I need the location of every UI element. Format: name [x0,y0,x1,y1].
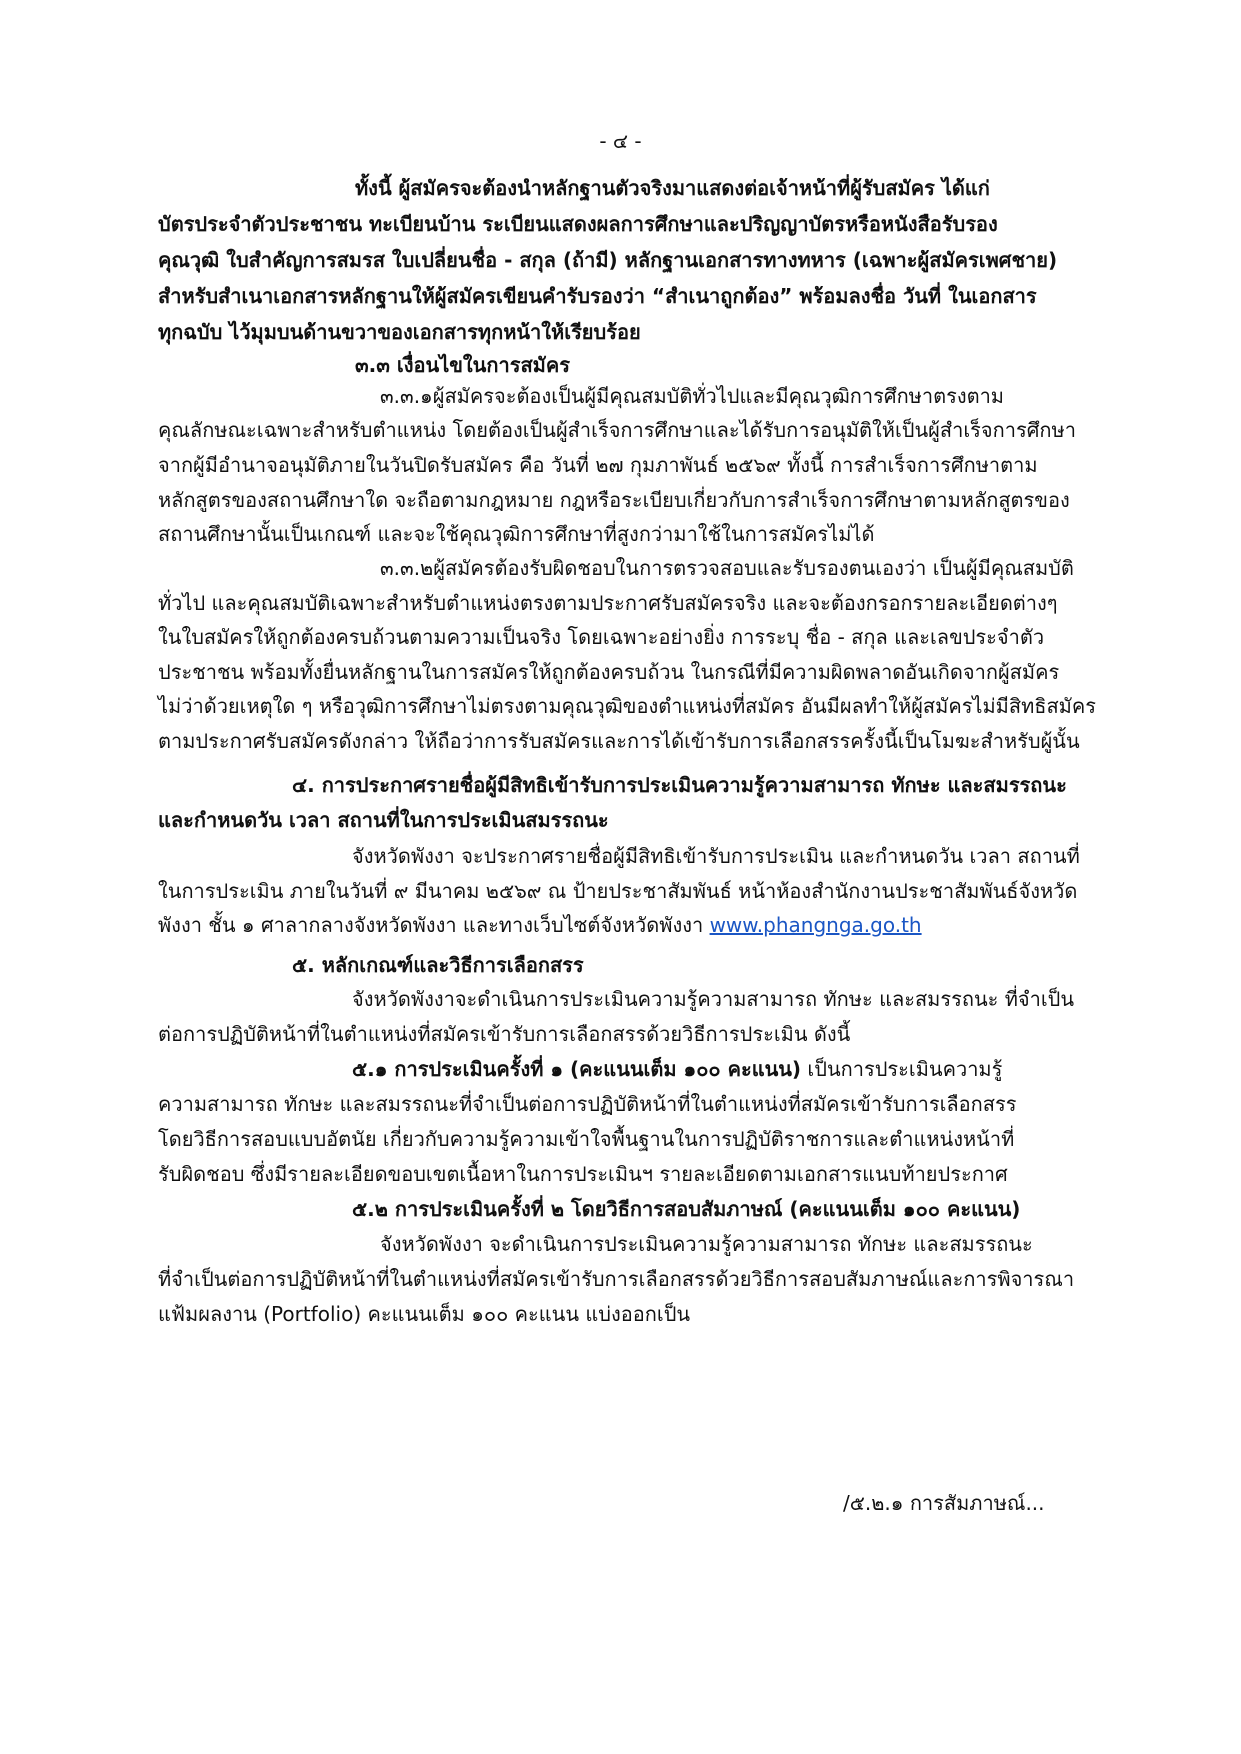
section-3-3-2-line: ทั่วไป และคุณสมบัติเฉพาะสำหรับตำแหน่งตรงตามประกาศรับสมัครจริง และจะต้องกรอกรายละเอียดต่างๆ [158,591,1058,615]
section-5-2-line: ที่จำเป็นต่อการปฏิบัติหน้าที่ในตำแหน่งที่สมัครเข้ารับการเลือกสรรด้วยวิธีการสอบสัมภาษณ์และการพิจารณา [158,1267,1075,1291]
section-5-heading: ๕. หลักเกณฑ์และวิธีการเลือกสรร [292,953,584,977]
section-4-line: ในการประเมิน ภายในวันที่ ๙ มีนาคม ๒๕๖๙ ณ ป้ายประชาสัมพันธ์ หน้าห้องสำนักงานประชาสัมพันธ์จังหวัด [158,879,1078,903]
section-5-2-line: แฟ้มผลงาน (Portfolio) คะแนนเต็ม ๑๐๐ คะแนน แบ่งออกเป็น [158,1302,691,1326]
continuation-marker: /๕.๒.๑ การสัมภาษณ์... [843,1491,1045,1515]
section-5-2-heading: ๕.๒ การประเมินครั้งที่ ๒ โดยวิธีการสอบสัมภาษณ์ (คะแนนเต็ม ๑๐๐ คะแนน) [352,1197,1021,1221]
section-3-3-heading: ๓.๓ เงื่อนไขในการสมัคร [355,353,570,377]
section-3-3-2-line: ๓.๓.๒ผู้สมัครต้องรับผิดชอบในการตรวจสอบและรับรองตนเองว่า เป็นผู้มีคุณสมบัติ [380,556,1074,580]
website-link[interactable]: www.phangnga.go.th [709,913,922,937]
section-5-1-line: รับผิดชอบ ซึ่งมีรายละเอียดขอบเขตเนื้อหาในการประเมินฯ รายละเอียดตามเอกสารแนบท้ายประกาศ [158,1162,1008,1186]
section-5-1-line: โดยวิธีการสอบแบบอัตนัย เกี่ยวกับความรู้ความเข้าใจพื้นฐานในการปฏิบัติราชการและตำแหน่งหน้าที่ [158,1127,1015,1151]
section-3-3-2-line: ในใบสมัครให้ถูกต้องครบถ้วนตามความเป็นจริง โดยเฉพาะอย่างยิ่ง การระบุ ชื่อ - สกุล และเลขประจำตัว [158,625,1045,649]
para1-line2: บัตรประจำตัวประชาชน ทะเบียนบ้าน ระเบียนแสดงผลการศึกษาและปริญญาบัตรหรือหนังสือรับรอง [158,212,998,236]
section-3-3-2-line: ตามประกาศรับสมัครดังกล่าว ให้ถือว่าการรับสมัครและการได้เข้ารับการเลือกสรรครั้งนี้เป็นโมฆะสำหรับผู้นั้น [158,729,1080,753]
section-5-1-text: เป็นการประเมินความรู้ [801,1057,1003,1081]
section-5-line: ต่อการปฏิบัติหน้าที่ในตำแหน่งที่สมัครเข้ารับการเลือกสรรด้วยวิธีการประเมิน ดังนี้ [158,1022,851,1046]
section-4-text: พังงา ชั้น ๑ ศาลากลางจังหวัดพังงา และทางเว็บไซต์จังหวัดพังงา [158,913,710,937]
section-3-3-1-line: ๓.๓.๑ผู้สมัครจะต้องเป็นผู้มีคุณสมบัติทั่วไปและมีคุณวุฒิการศึกษาตรงตาม [380,384,1004,408]
section-4-heading: ๔. การประกาศรายชื่อผู้มีสิทธิเข้ารับการประเมินความรู้ความสามารถ ทักษะ และสมรรถนะ [292,773,1067,797]
page-number: - ๔ - [599,129,642,153]
para1-line4: สำหรับสำเนาเอกสารหลักฐานให้ผู้สมัครเขียนคำรับรองว่า “สำเนาถูกต้อง” พร้อมลงชื่อ วันที่ ในเอกสาร [158,284,1037,308]
section-4-line: จังหวัดพังงา จะประกาศรายชื่อผู้มีสิทธิเข้ารับการประเมิน และกำหนดวัน เวลา สถานที่ [352,844,1080,868]
para1-line1: ทั้งนี้ ผู้สมัครจะต้องนำหลักฐานตัวจริงมาแสดงต่อเจ้าหน้าที่ผู้รับสมัคร ได้แก่ [355,176,990,200]
section-5-1-first-line [352,1055,1002,1083]
section-5-line: จังหวัดพังงาจะดำเนินการประเมินความรู้ความสามารถ ทักษะ และสมรรถนะ ที่จำเป็น [352,987,1075,1011]
section-3-3-2-line: ประชาชน พร้อมทั้งยื่นหลักฐานในการสมัครให้ถูกต้องครบถ้วน ในกรณีที่มีความผิดพลาดอันเกิดจากผู้สมัคร [158,660,1060,684]
para1-line3: คุณวุฒิ ใบสำคัญการสมรส ใบเปลี่ยนชื่อ - สกุล (ถ้ามี) หลักฐานเอกสารทางทหาร (เฉพาะผู้สมัครเพศชาย) [158,248,1058,272]
section-3-3-2-line: ไม่ว่าด้วยเหตุใด ๆ หรือวุฒิการศึกษาไม่ตรงตามคุณวุฒิของตำแหน่งที่สมัคร อันมีผลทำให้ผู้สมัครไม่มีสิทธิสมัคร [158,694,1096,718]
section-3-3-1-line: หลักสูตรของสถานศึกษาใด จะถือตามกฎหมาย กฎหรือระเบียบเกี่ยวกับการสำเร็จการศึกษาตามหลักสูตรของ [158,488,1070,512]
section-4-heading-cont: และกำหนดวัน เวลา สถานที่ในการประเมินสมรรถนะ [158,808,609,832]
section-3-3-1-line: คุณลักษณะเฉพาะสำหรับตำแหน่ง โดยต้องเป็นผู้สำเร็จการศึกษาและได้รับการอนุมัติให้เป็นผู้สำเร็จการศึกษา [158,418,1076,442]
para1-line5: ทุกฉบับ ไว้มุมบนด้านขวาของเอกสารทุกหน้าให้เรียบร้อย [158,320,641,344]
section-4-line [158,911,922,939]
section-5-1-heading: ๕.๑ การประเมินครั้งที่ ๑ (คะแนนเต็ม ๑๐๐ คะแนน) [352,1057,802,1081]
section-3-3-1-line: สถานศึกษานั้นเป็นเกณฑ์ และจะใช้คุณวุฒิการศึกษาที่สูงกว่ามาใช้ในการสมัครไม่ได้ [158,522,875,546]
section-5-2-line: จังหวัดพังงา จะดำเนินการประเมินความรู้ความสามารถ ทักษะ และสมรรถนะ [380,1232,1033,1256]
section-5-1-line: ความสามารถ ทักษะ และสมรรถนะที่จำเป็นต่อการปฏิบัติหน้าที่ในตำแหน่งที่สมัครเข้ารับการเลือกสรร [158,1092,1017,1116]
section-3-3-1-line: จากผู้มีอำนาจอนุมัติภายในวันปิดรับสมัคร คือ วันที่ ๒๗ กุมภาพันธ์ ๒๕๖๙ ทั้งนี้ การสำเร็จการศึกษาตาม [158,453,1038,477]
